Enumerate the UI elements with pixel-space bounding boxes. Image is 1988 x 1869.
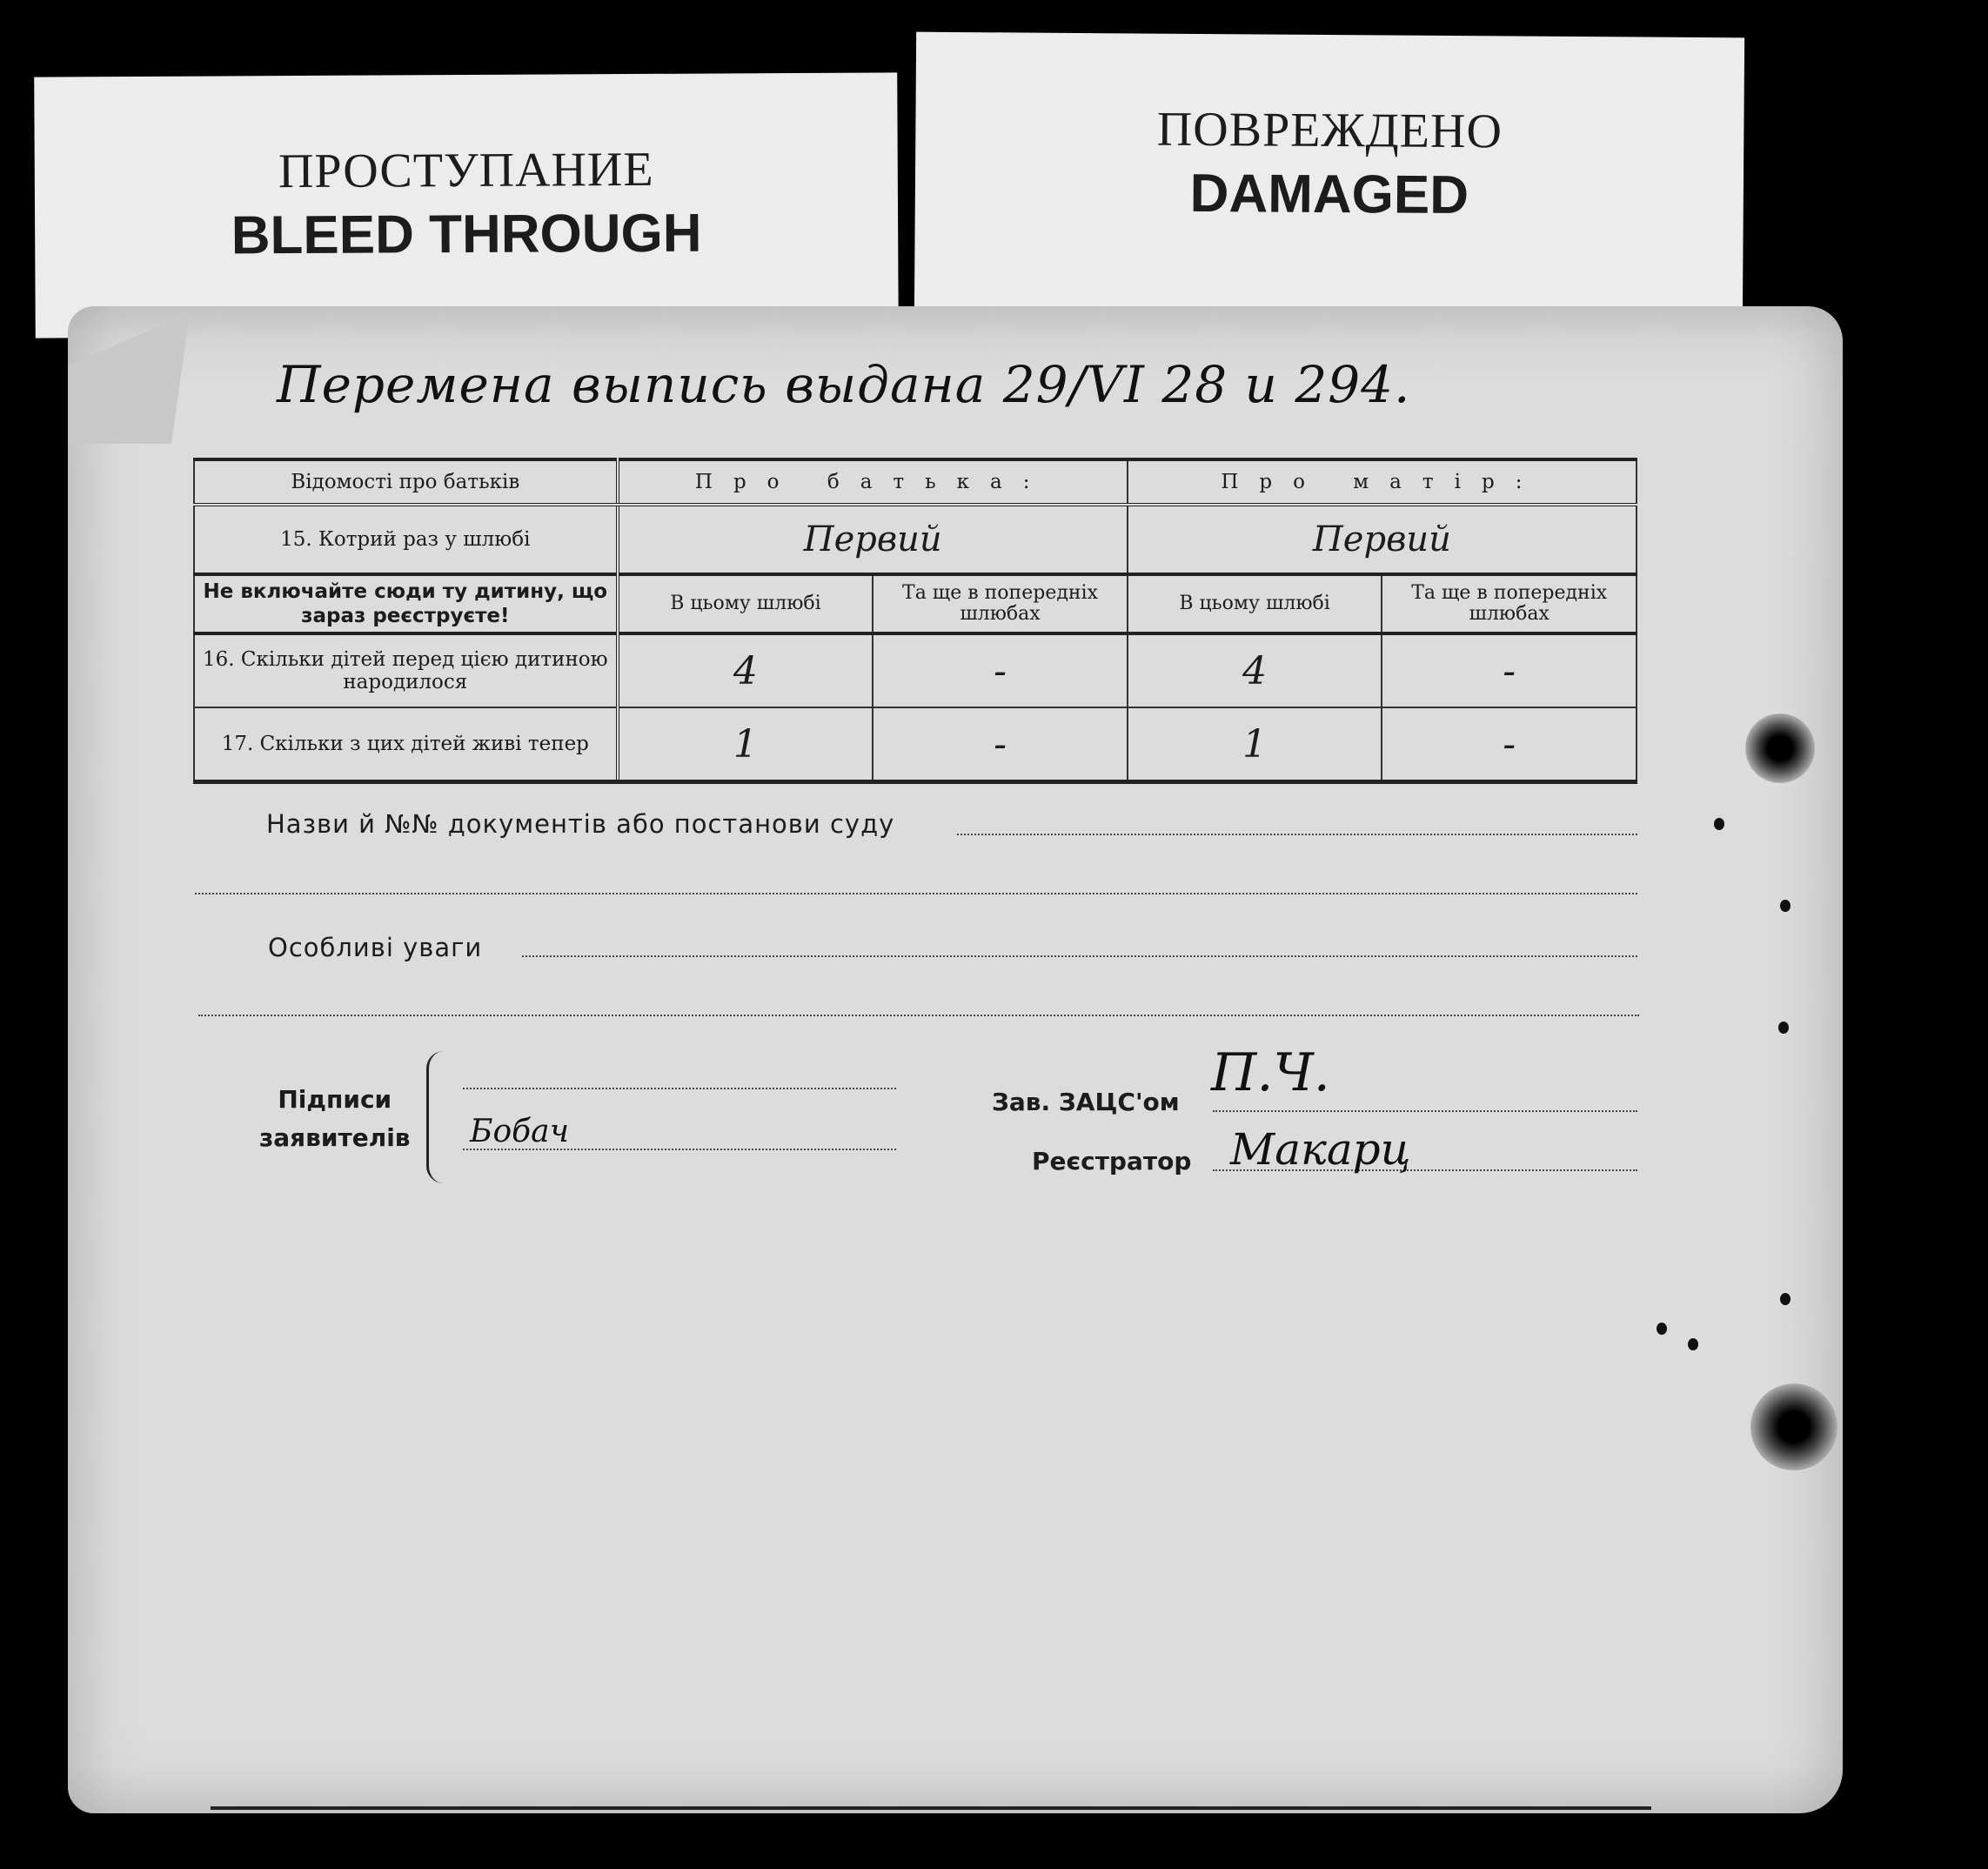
header-col-father: Про батька:	[618, 459, 1128, 505]
documents-line-1	[957, 834, 1637, 835]
table-row	[194, 633, 1637, 707]
table-row	[194, 505, 1637, 574]
applicants-label-line2: заявителів	[259, 1123, 411, 1152]
damage-speck	[1778, 1022, 1789, 1034]
head-sign-line	[1213, 1110, 1637, 1112]
handwritten-header-note: Перемена выпись выдана 29/VI 28 и 294.	[277, 355, 1411, 414]
row16-father-this: 4	[618, 633, 874, 707]
applicants-label-line1: Підписи	[278, 1085, 392, 1114]
applicant-sign-line-1	[463, 1088, 896, 1089]
punch-hole-icon	[1745, 713, 1815, 783]
table-subheader-row	[194, 574, 1637, 633]
subheader-mother-prev: Та ще в попередніх шлюбах	[1382, 574, 1637, 633]
label-card-bleed-through	[34, 72, 899, 338]
documents-line-2	[195, 893, 1637, 894]
row17-father-this: 1	[618, 707, 874, 782]
documents-label: Назви й №№ документів або постанови суду	[266, 809, 895, 839]
applicant-signature: Бобач	[470, 1114, 569, 1149]
damage-speck	[1657, 1323, 1667, 1335]
parents-info-table	[193, 458, 1637, 784]
label-card-ru-text: ПРОСТУПАНИЕ	[278, 142, 654, 199]
row15-label: 15. Котрий раз у шлюбі	[194, 505, 618, 574]
notes-line-2	[198, 1015, 1639, 1016]
row16-father-prev: -	[873, 633, 1128, 707]
registrar-label: Реєстратор	[1032, 1147, 1192, 1176]
applicants-brace	[426, 1051, 445, 1183]
row17-mother-prev: -	[1382, 707, 1637, 782]
punch-hole-icon	[1750, 1383, 1837, 1470]
row16-mother-prev: -	[1382, 633, 1637, 707]
damage-speck	[1780, 900, 1791, 912]
registrar-signature: Макарц	[1230, 1124, 1411, 1175]
subheader-mother-this: В цьому шлюбі	[1128, 574, 1382, 633]
table-header-row	[194, 459, 1637, 505]
label-card-en-text: DAMAGED	[1189, 163, 1469, 226]
notes-line-1	[522, 955, 1637, 957]
label-card-ru-text: ПОВРЕЖДЕНО	[1156, 102, 1503, 159]
damage-speck	[1688, 1338, 1698, 1350]
header-col-info: Відомості про батьків	[194, 459, 618, 505]
damage-speck	[1780, 1293, 1791, 1305]
bottom-rule	[211, 1806, 1651, 1810]
row15-father-value: Первий	[618, 505, 1128, 574]
row17-father-prev: -	[873, 707, 1128, 782]
subheader-father-this: В цьому шлюбі	[618, 574, 874, 633]
table-row	[194, 707, 1637, 782]
subheader-father-prev: Та ще в попередніх шлюбах	[873, 574, 1128, 633]
head-signature: П.Ч.	[1211, 1042, 1330, 1103]
label-card-en-text: BLEED THROUGH	[231, 203, 702, 266]
damage-speck	[1714, 818, 1724, 830]
notes-label: Особливі уваги	[268, 933, 483, 962]
row17-label: 17. Скільки з цих дітей живі тепер	[194, 707, 618, 782]
row16-mother-this: 4	[1128, 633, 1382, 707]
row17-mother-this: 1	[1128, 707, 1382, 782]
row15-mother-value: Первий	[1128, 505, 1637, 574]
applicants-signature-label	[259, 1081, 411, 1157]
row16-label: 16. Скільки дітей перед цією дитиною народилося	[194, 633, 618, 707]
label-card-damaged	[914, 32, 1744, 325]
header-col-mother: Про матір:	[1128, 459, 1637, 505]
subheader-warning: Не включайте сюди ту дитину, що зараз реєструєте!	[194, 574, 618, 633]
head-label: Зав. ЗАЦС'ом	[992, 1088, 1180, 1116]
